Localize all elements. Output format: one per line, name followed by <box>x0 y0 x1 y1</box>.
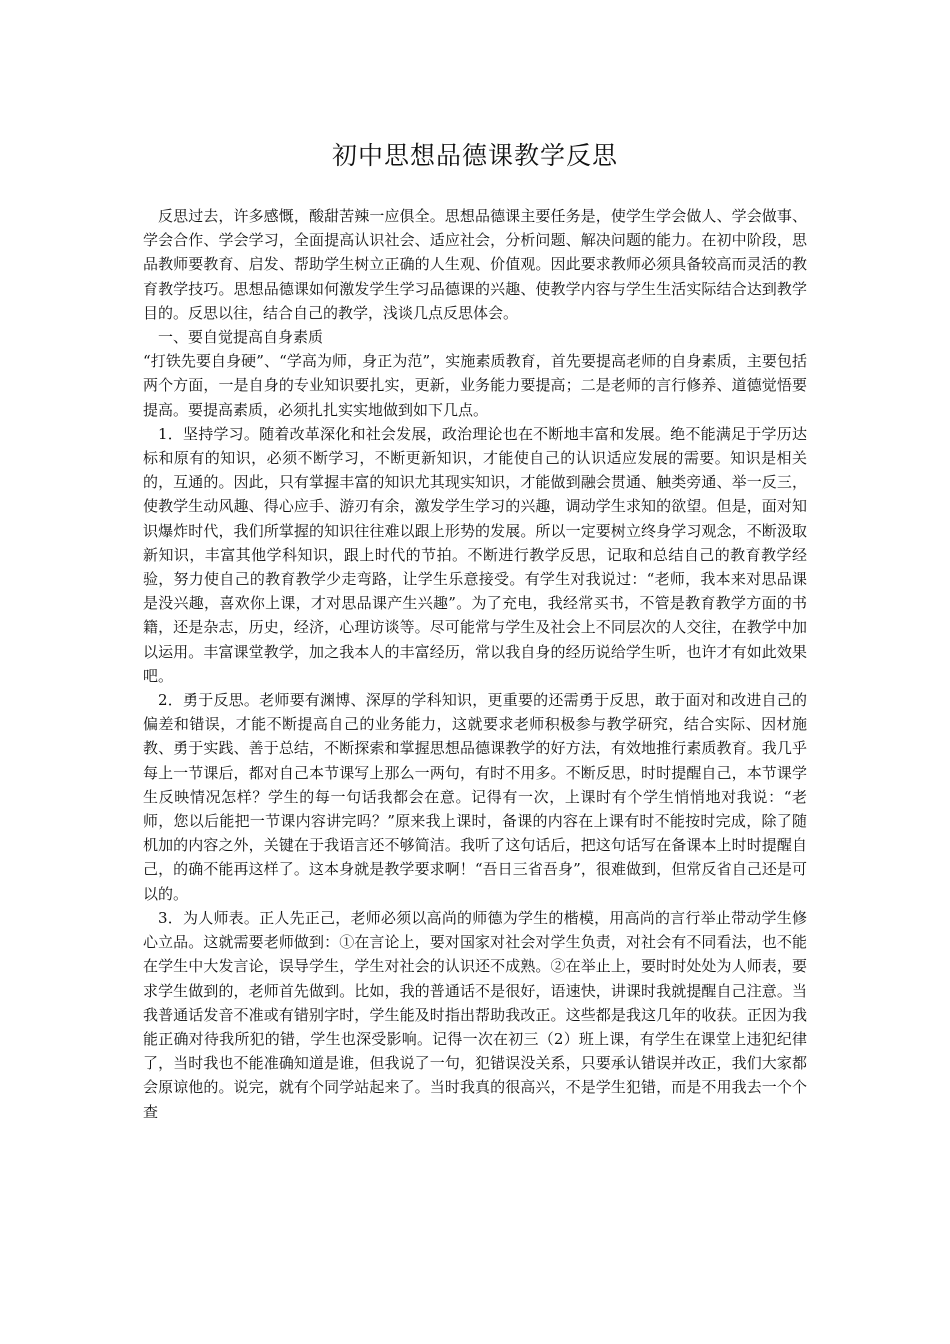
page-title: 初中思想品德课教学反思 <box>331 141 618 170</box>
paragraph-intro: 反思过去，许多感慨，酸甜苦辣一应俱全。思想品德课主要任务是，使学生学会做人、学会做事、学会合作、学会学习，全面提高认识社会、适应社会，分析问题、解决问题的能力。在初中阶段，思品教师要教育、启发、帮助学生树立正确的人生观、价值观。因此要求教师必须具备较高而灵活的教育教学技巧。思想品德课如何激发学生学习品德课的兴趣、使教学内容与学生生活实际结合达到教学目的。反思以往，结合自己的教学，浅谈几点反思体会。 <box>143 207 807 322</box>
paragraph-point-1: 1．坚持学习。随着改革深化和社会发展，政治理论也在不断地丰富和发展。绝不能满足于学历达标和原有的知识，必须不断学习，不断更新知识，才能使自己的认识适应发展的需要。知识是相关的，互通的。因此，只有掌握丰富的知识尤其现实知识，才能做到融会贯通、触类旁通、举一反三，使教学生动风趣、得心应手、游刃有余，激发学生学习的兴趣，调动学生求知的欲望。但是，面对知识爆炸时代，我们所掌握的知识往往难以跟上形势的发展。所以一定要树立终身学习观念，不断汲取新知识，丰富其他学科知识，跟上时代的节拍。不断进行教学反思，记取和总结自己的教育教学经验，努力使自己的教育教学少走弯路，让学生乐意接受。有学生对我说过：“老师，我本来对思品课是没兴趣，喜欢你上课，才对思品课产生兴趣”。为了充电，我经常买书，不管是教育教学方面的书籍，还是杂志，历史，经济，心理访谈等。尽可能常与学生及社会上不同层次的人交往，在教学中加以运用。丰富课堂教学，加之我本人的丰富经历，常以我自身的经历说给学生听，也许才有如此效果吧。 <box>143 424 807 685</box>
section-heading: 一、要自觉提高自身素质 <box>158 328 324 347</box>
paragraph-point-2: 2．勇于反思。老师要有渊博、深厚的学科知识，更重要的还需勇于反思，敢于面对和改进自己的偏差和错误，才能不断提高自己的业务能力，这就要求老师积极参与教学研究，结合实际、因材施教、勇于实践、善于总结，不断探索和掌握思想品德课教学的好方法，有效地推行素质教育。我几乎每上一节课后，都对自己本节课写上那么一两句，有时不用多。不断反思，时时提醒自己，本节课学生反映情况怎样？学生的每一句话我都会在意。记得有一次，上课时有个学生悄悄地对我说：“老师，您以后能把一节课内容讲完吗？”原来我上课时，备课的内容在上课有时不能按时完成，除了随机加的内容之外，关键在于我语言还不够简洁。我听了这句话后，把这句话写在备课本上时时提醒自己，的确不能再这样了。这本身就是教学要求啊！“吾日三省吾身”，很难做到，但常反省自己还是可以的。 <box>143 691 807 903</box>
paragraph-point-3: 3．为人师表。正人先正己，老师必须以高尚的师德为学生的楷模，用高尚的言行举止带动学生修心立品。这就需要老师做到：①在言论上，要对国家对社会对学生负责，对社会有不同看法，也不能在学生中大发言论，误导学生，学生对社会的认识还不成熟。②在举止上，要时时处处为人师表，要求学生做到的，老师首先做到。比如，我的普通话不是很好，语速快，讲课时我就提醒自己注意。当我普通话发音不准或有错别字时，学生能及时指出帮助我改正。这些都是我这几年的收获。正因为我能正确对待我所犯的错，学生也深受影响。记得一次在初三（2）班上课，有学生在课堂上违犯纪律了，当时我也不能准确知道是谁，但我说了一句，犯错误没关系，只要承认错误并改正，我们大家都会原谅他的。说完，就有个同学站起来了。当时我真的很高兴，不是学生犯错，而是不用我去一个个查 <box>143 908 807 1121</box>
document-body <box>143 204 807 1124</box>
paragraph-self-quality: “打铁先要自身硬”、“学高为师，身正为范”，实施素质教育，首先要提高老师的自身素质，主要包括两个方面，一是自身的专业知识要扎实，更新，业务能力要提高；二是老师的言行修养、道德觉悟要提高。要提高素质，必须扎扎实实地做到如下几点。 <box>143 352 807 419</box>
